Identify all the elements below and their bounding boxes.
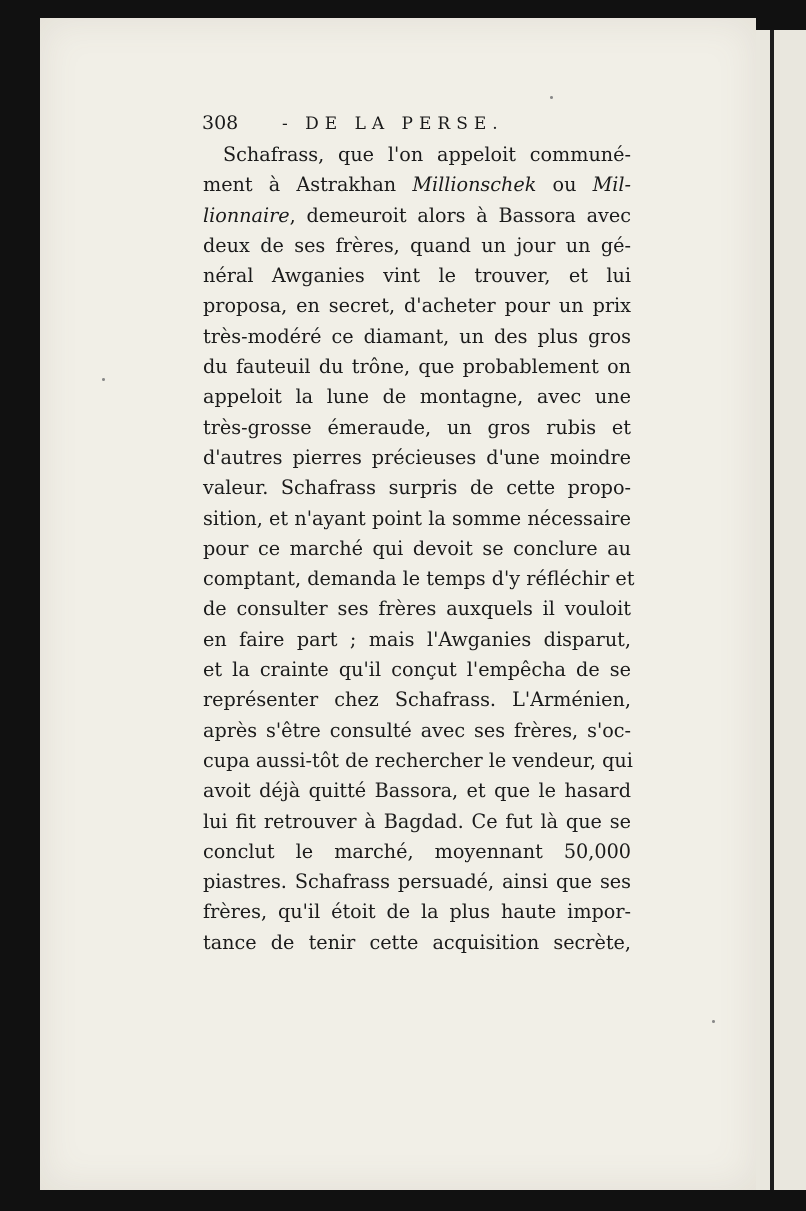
text-line: sition, et n'ayant point la somme nécessaire (203, 506, 631, 530)
text-line: comptant, demanda le temps d'y réfléchir et (203, 567, 635, 591)
text-line: pour ce marché qui devoit se conclure au (203, 536, 631, 560)
text-line: piastres. Schafrass persuadé, ainsi que ses (203, 870, 631, 894)
text-line: Schafrass, que l'on appeloit communé- (223, 143, 631, 166)
text-line: représenter chez Schafrass. L'Arménien, (203, 688, 631, 712)
running-head (202, 112, 504, 134)
text-line: avoit déjà quitté Bassora, et que le hasard (203, 779, 631, 803)
page-number: 308 (202, 112, 239, 134)
text-line: et la crainte qu'il conçut l'empêcha de se (203, 658, 631, 682)
text-line: très-modéré ce diamant, un des plus gros (203, 324, 631, 348)
text-line: lui fit retrouver à Bagdad. Ce fut là que se (203, 809, 631, 833)
text-line: néral Awganies vint le trouver, et lui (203, 264, 631, 288)
adjacent-page-edge (752, 30, 806, 1190)
text-line: cupa aussi-tôt de rechercher le vendeur, qui (203, 748, 633, 772)
running-title: - DE LA PERSE. (282, 114, 504, 134)
page-gutter-shadow (770, 30, 774, 1190)
text-line: après s'être consulté avec ses frères, s'oc- (203, 718, 631, 742)
body-text (203, 140, 635, 958)
text-line: appeloit la lune de montagne, avec une (203, 385, 631, 409)
text-line: conclut le marché, moyennant 50,000 (203, 839, 631, 863)
paper-speck (712, 1020, 715, 1023)
text-line: valeur. Schafrass surpris de cette propo- (203, 476, 631, 500)
text-line: ment à Astrakhan Millionschek ou Mil- (203, 173, 631, 197)
text-line: tance de tenir cette acquisition secrète, (203, 930, 631, 954)
paper-speck (102, 378, 105, 381)
text-line: très-grosse émeraude, un gros rubis et (203, 415, 631, 439)
paper-speck (550, 96, 553, 99)
text-line: frères, qu'il étoit de la plus haute impor- (203, 900, 631, 924)
text-line: proposa, en secret, d'acheter pour un prix (203, 294, 631, 318)
text-line: deux de ses frères, quand un jour un gé- (203, 233, 631, 257)
text-line: du fauteuil du trône, que probablement on (203, 355, 631, 379)
text-line: en faire part ; mais l'Awganies disparut, (203, 627, 631, 651)
text-line: lionnaire, demeuroit alors à Bassora avec (203, 203, 631, 227)
text-line: de consulter ses frères auxquels il vouloit (203, 597, 631, 621)
text-line: d'autres pierres précieuses d'une moindre (203, 445, 631, 469)
